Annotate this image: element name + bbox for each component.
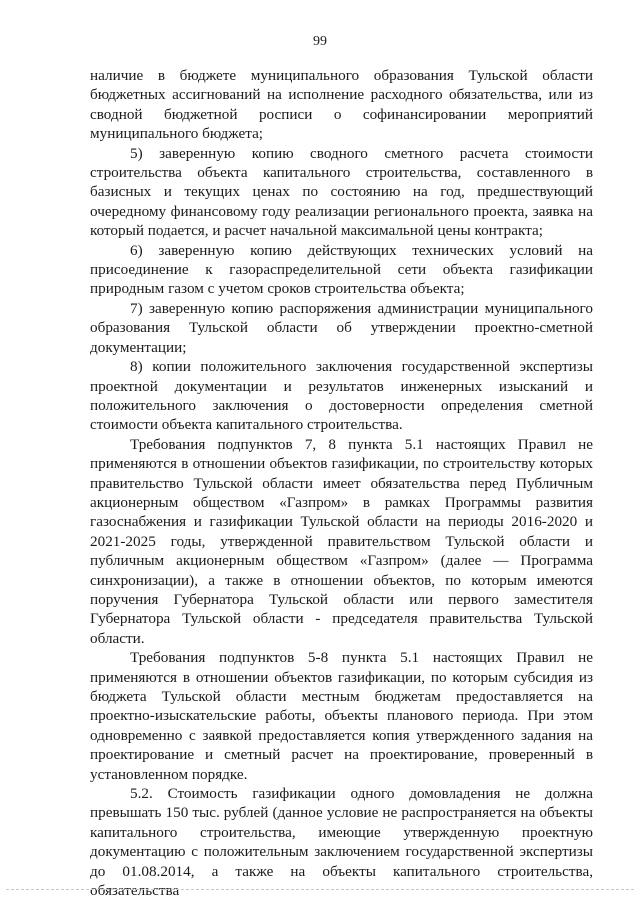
- page-number: 99: [313, 34, 327, 49]
- paragraph-item-5: 5) заверенную копию сводного сметного расчета стоимости строительства объекта капитального строительства, составленного в базисных и текущих ценах по состоянию на год, предшествующий очередному финансовому году реализации регионального проекта, заявка на который подается, и расчет начальной максимальной цены контракта;: [90, 144, 593, 240]
- paragraph-exception-7-8: Требования подпунктов 7, 8 пункта 5.1 настоящих Правил не применяются в отношении объектов газификации, по строительству которых правительство Тульской области имеет обязательства перед Публичным акционерным обществом «Газпром» в рамках Программы развития газоснабжения и газификации Тульской области на периоды 2016-2020 и 2021-2025 годы, утвержденной правительством Тульской области и публичным акционерным обществом «Газпром» (далее — Программа синхронизации), а также в отношении объектов, по которым имеются поручения Губернатора Тульской области или первого заместителя Губернатора Тульской области - председателя правительства Тульской области.: [90, 435, 593, 647]
- document-body: [90, 66, 593, 900]
- scan-edge-line: [6, 889, 634, 890]
- paragraph-5-2: 5.2. Стоимость газификации одного домовладения не должна превышать 150 тыс. рублей (данное условие не распространяется на объекты капитального строительства, имеющие утвержденную проектную документацию с положительным заключением государственной экспертизы до 01.08.2014, а также на объекты капитального строительства, обязательства: [90, 785, 593, 900]
- paragraph-item-7: 7) заверенную копию распоряжения администрации муниципального образования Тульской области об утверждении проектно-сметной документации;: [90, 299, 593, 356]
- paragraph-item-8: 8) копии положительного заключения государственной экспертизы проектной документации и результатов инженерных изысканий и положительного заключения о достоверности определения сметной стоимости объекта капитального строительства.: [90, 358, 593, 434]
- paragraph-exception-5-8: Требования подпунктов 5-8 пункта 5.1 настоящих Правил не применяются в отношении объектов газификации, по которым субсидия из бюджета Тульской области местным бюджетам предоставляется на проектно-изыскательские работы, объекты планового периода. При этом одновременно с заявкой предоставляется копия утвержденного задания на проектирование и сметный расчет на проектирование, проверенный в установленном порядке.: [90, 649, 593, 783]
- paragraph-item-6: 6) заверенную копию действующих технических условий на присоединение к газораспределительной сети объекта газификации природным газом с учетом сроков строительства объекта;: [90, 241, 593, 298]
- paragraph-continuation: наличие в бюджете муниципального образования Тульской области бюджетных ассигнований на исполнение расходного обязательства, или из сводной бюджетной росписи о софинансировании мероприятий муниципального бюджета;: [90, 67, 593, 143]
